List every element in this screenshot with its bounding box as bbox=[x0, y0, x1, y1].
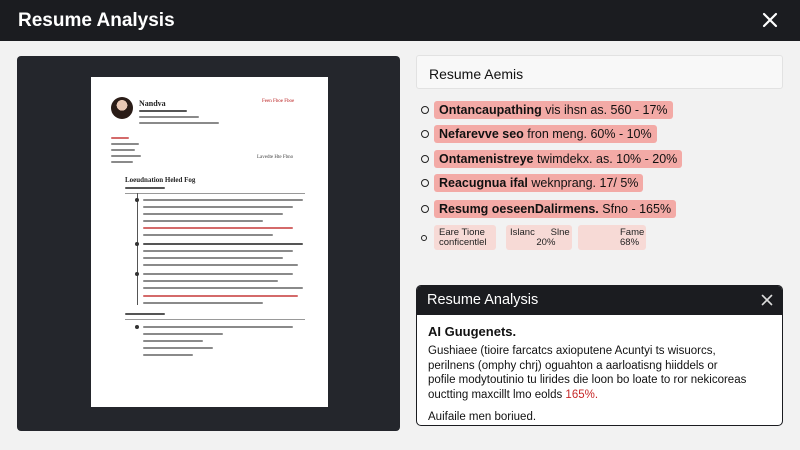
mini-cell bbox=[439, 225, 487, 250]
metric-row[interactable] bbox=[421, 150, 682, 168]
mini-cell-text: Fame bbox=[620, 226, 645, 238]
text-line bbox=[143, 273, 293, 275]
title-bar bbox=[0, 0, 800, 41]
radio-bullet-icon bbox=[421, 155, 429, 163]
mini-cell bbox=[620, 225, 644, 250]
metric-label: Ontancaupathing bbox=[439, 103, 542, 117]
dialog-heading: AI Guugenets. bbox=[428, 324, 517, 339]
metric-pill bbox=[434, 200, 676, 218]
resume-section-title: Loeudnation Heled Fog bbox=[125, 176, 196, 184]
highlight-value: 165%. bbox=[565, 388, 599, 401]
resume-metrics-header bbox=[416, 55, 783, 89]
radio-bullet-icon bbox=[421, 130, 429, 138]
bullet-dot bbox=[135, 198, 139, 202]
metric-value: fron meng. 60% - 10% bbox=[523, 127, 652, 141]
radio-bullet-icon bbox=[421, 179, 429, 187]
mini-cell bbox=[510, 225, 570, 250]
text-line bbox=[143, 206, 293, 208]
dialog-line: pofile modytoutinio tu lirides die loon bo loate to ror nekicoreas bbox=[428, 374, 747, 386]
metric-row[interactable] bbox=[421, 101, 673, 119]
text-line bbox=[143, 287, 303, 289]
metric-value: twimdekx. as. 10% - 20% bbox=[533, 152, 678, 166]
metric-row[interactable] bbox=[421, 125, 657, 143]
metric-value: Sfno - 165% bbox=[598, 202, 672, 216]
dialog-header bbox=[417, 286, 782, 315]
text-line bbox=[143, 280, 278, 282]
radio-bullet-icon bbox=[421, 205, 429, 213]
mini-cell-text: conficentlel bbox=[439, 236, 487, 248]
bullet-dot bbox=[135, 325, 139, 329]
metric-label: Ontamenistreye bbox=[439, 152, 534, 166]
text-line bbox=[143, 250, 293, 252]
text-line bbox=[143, 302, 263, 304]
text-line bbox=[143, 220, 263, 222]
text-line bbox=[143, 213, 283, 215]
metric-row[interactable] bbox=[421, 174, 643, 192]
text-line bbox=[143, 333, 223, 335]
resume-contact: Feen Fboe Fboe bbox=[262, 99, 295, 104]
radio-bullet-icon bbox=[421, 106, 429, 114]
resume-side-note: Lavedte Hte Fbno bbox=[257, 155, 294, 160]
metric-value: weknprang. 17/ 5% bbox=[527, 176, 639, 190]
timeline bbox=[137, 193, 138, 305]
text-line bbox=[143, 243, 303, 245]
metric-label: Reacugnua ifal bbox=[439, 176, 528, 190]
text-line bbox=[139, 122, 219, 124]
metric-pill bbox=[434, 101, 673, 119]
bullet-dot bbox=[135, 272, 139, 276]
text-line bbox=[143, 227, 293, 229]
mini-cell-text: 68% bbox=[620, 236, 640, 248]
text-line bbox=[111, 161, 133, 163]
mini-cell-text: Eare Tione bbox=[439, 226, 485, 238]
divider bbox=[125, 319, 305, 320]
text-line bbox=[143, 326, 293, 328]
text-line bbox=[143, 340, 203, 342]
divider bbox=[125, 193, 305, 194]
window-title: Resume Analysis bbox=[18, 9, 175, 31]
text-line bbox=[139, 110, 187, 112]
dialog-text bbox=[428, 344, 771, 402]
mini-cell-text: Islanc Slne bbox=[510, 226, 570, 238]
text-line bbox=[111, 149, 135, 151]
resume-preview-pane bbox=[17, 56, 400, 431]
text-line bbox=[111, 137, 129, 139]
analysis-dialog bbox=[416, 285, 783, 426]
close-icon[interactable] bbox=[761, 294, 773, 306]
dialog-line: Gushiaee (tioire farcatcs axioputene Acuntyi ts wisuorcs, bbox=[428, 345, 716, 357]
resume-name: Nandva bbox=[139, 99, 166, 108]
metric-row[interactable] bbox=[421, 200, 676, 218]
text-line bbox=[143, 234, 273, 236]
text-line bbox=[143, 257, 283, 259]
dialog-line bbox=[428, 388, 771, 403]
dialog-title: Resume Analysis bbox=[427, 292, 539, 308]
avatar bbox=[111, 97, 133, 119]
text-line bbox=[143, 264, 298, 266]
metric-pill bbox=[434, 150, 682, 168]
dialog-line-text: ouctting maxcillt lmo eolds bbox=[428, 388, 566, 401]
dialog-footer: Auifaile men boriued. bbox=[428, 411, 537, 423]
radio-bullet-icon bbox=[421, 235, 427, 241]
metric-label: Nefarevve seo bbox=[439, 127, 524, 141]
text-line bbox=[125, 187, 165, 189]
text-line bbox=[111, 143, 139, 145]
text-line bbox=[143, 199, 303, 201]
metric-pill bbox=[434, 174, 643, 192]
metric-label: Resumg oeseenDalirmens. bbox=[439, 202, 599, 216]
text-line bbox=[143, 347, 213, 349]
dialog-line: perilnens (omphy chrj) oguahton a aarloatisng hiiddels or bbox=[428, 359, 718, 372]
panel-title: Resume Aemis bbox=[429, 66, 524, 82]
text-line bbox=[143, 354, 193, 356]
text-line bbox=[143, 295, 298, 297]
mini-table-row bbox=[421, 225, 441, 250]
mini-cell-text: 20% bbox=[510, 236, 556, 248]
text-line bbox=[125, 313, 165, 315]
metric-pill bbox=[434, 125, 657, 143]
text-line bbox=[139, 116, 199, 118]
close-icon[interactable] bbox=[760, 10, 780, 30]
bullet-dot bbox=[135, 242, 139, 246]
resume-document[interactable] bbox=[91, 77, 328, 407]
text-line bbox=[111, 155, 141, 157]
metric-value: vis ihsn as. 560 - 17% bbox=[541, 103, 668, 117]
